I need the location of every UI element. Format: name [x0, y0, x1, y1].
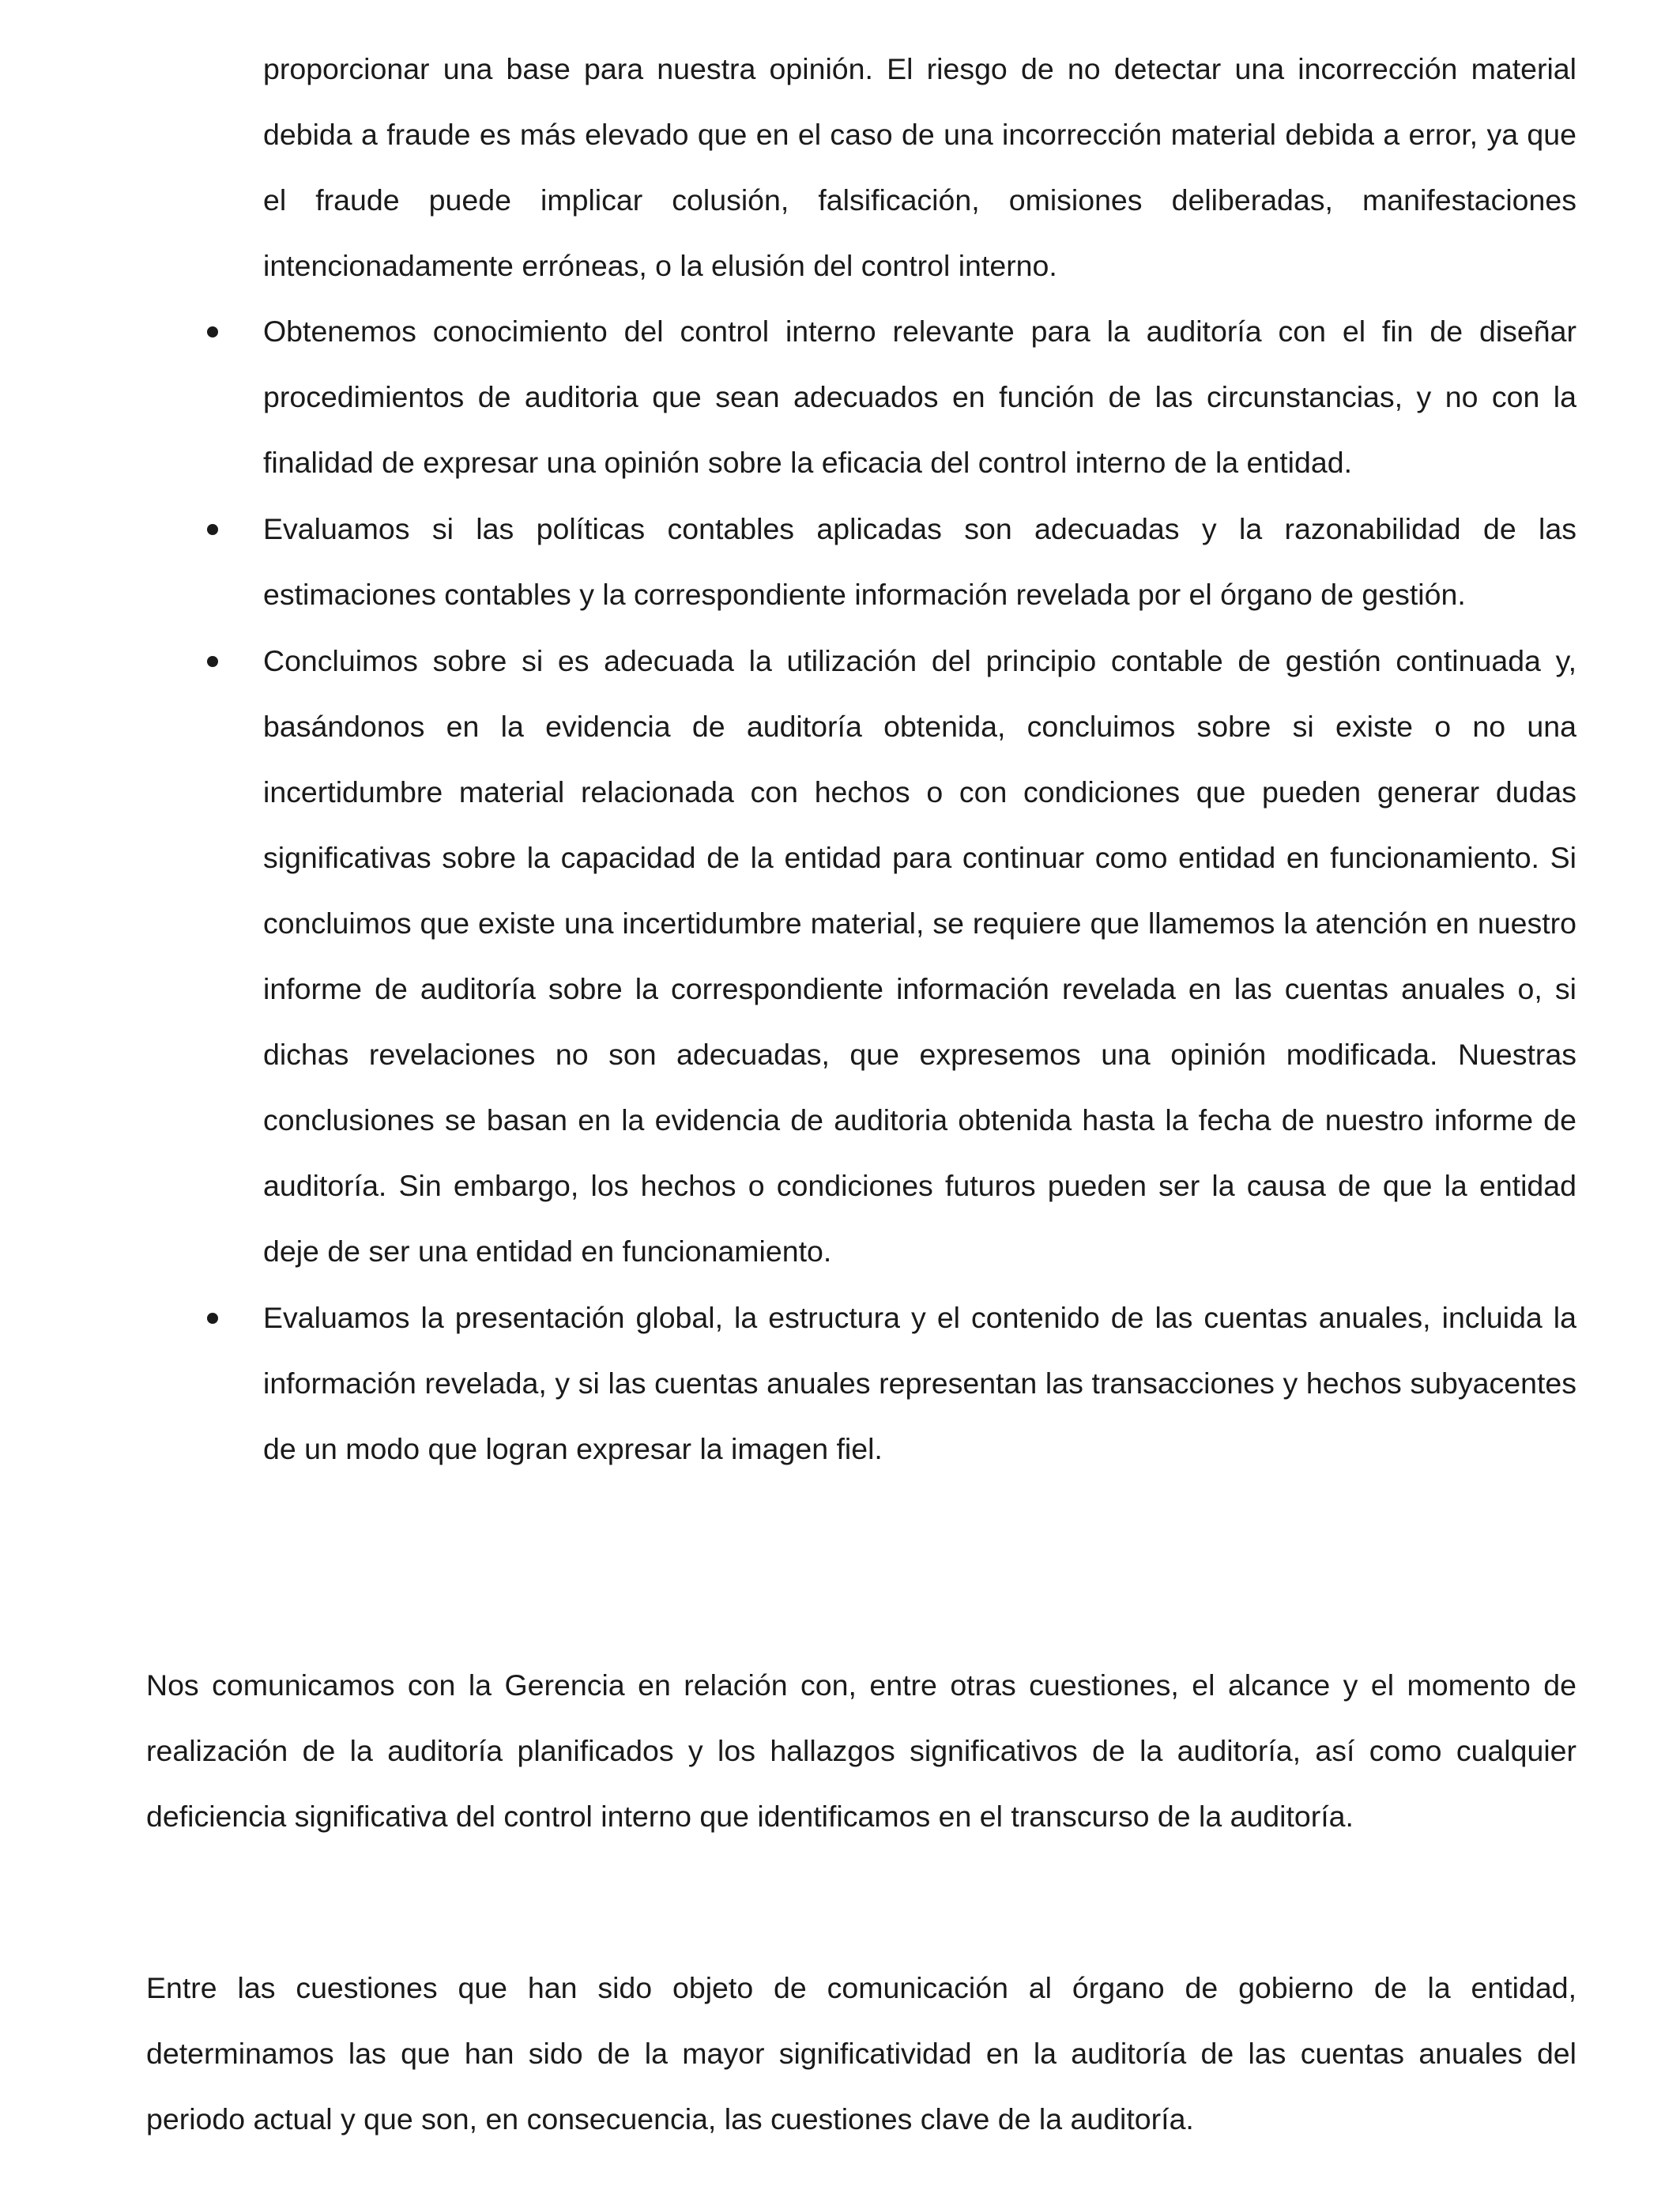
- bullet-dot-icon: [207, 524, 218, 535]
- bullet-dot-icon: [207, 656, 218, 667]
- continuation-paragraph: proporcionar una base para nuestra opinión. El riesgo de no detectar una incorrección material debida a fraude es más elevado que en el caso de una incorrección material debida a error, ya que el fraude puede implicar colusión, falsificación, omisiones deliberadas, manifestaciones intencionadamente erróneas, o la elusión del control interno.: [263, 52, 1576, 282]
- bullet-item-gestion-continuada: [0, 628, 1576, 1284]
- bullet-list: [0, 299, 1680, 1483]
- bullet-text: Obtenemos conocimiento del control interno relevante para la auditoría con el fin de diseñar procedimientos de auditoria que sean adecuados en función de las circunstancias, y no con la finalidad de expresar una opinión sobre la eficacia del control interno de la entidad.: [263, 315, 1576, 479]
- paragraph-cuestiones-clave: Entre las cuestiones que han sido objeto de comunicación al órgano de gobierno de la entidad, determinamos las que han sido de la mayor significatividad en la auditoría de las cuentas anuales del periodo actual y que son, en consecuencia, las cuestiones clave de la auditoría.: [146, 1971, 1576, 2136]
- bullet-dot-icon: [207, 1313, 218, 1324]
- bullet-text: Evaluamos si las políticas contables aplicadas son adecuadas y la razonabilidad de las estimaciones contables y la correspondiente información revelada por el órgano de gestión.: [263, 512, 1576, 611]
- bullet-dot-icon: [207, 326, 218, 337]
- bullet-item-politicas-contables: [0, 496, 1576, 628]
- bullet-text: Evaluamos la presentación global, la estructura y el contenido de las cuentas anuales, incluida la información revelada, y si las cuentas anuales representan las transacciones y hechos subyacentes de un modo que logran expresar la imagen fiel.: [263, 1301, 1576, 1465]
- paragraph-comunicacion-gerencia: Nos comunicamos con la Gerencia en relación con, entre otras cuestiones, el alcance y el momento de realización de la auditoría planificados y los hallazgos significativos de la auditoría, así como cualquier deficiencia significativa del control interno que identificamos en el transcurso de la auditoría.: [146, 1668, 1576, 1833]
- bullet-item-control-interno: [0, 299, 1576, 496]
- bullet-text: Concluimos sobre si es adecuada la utilización del principio contable de gestión continuada y, basándonos en la evidencia de auditoría obtenida, concluimos sobre si existe o no una incertidumbre material relacionada con hechos o con condiciones que pueden generar dudas significativas sobre la capacidad de la entidad para continuar como entidad en funcionamiento. Si concluimos que existe una incertidumbre material, se requiere que llamemos la atención en nuestro informe de auditoría sobre la correspondiente información revelada en las cuentas anuales o, si dichas revelaciones no son adecuadas, que expresemos una opinión modificada. Nuestras conclusiones se basan en la evidencia de auditoria obtenida hasta la fecha de nuestro informe de auditoría. Sin embargo, los hechos o condiciones futuros pueden ser la causa de que la entidad deje de ser una entidad en funcionamiento.: [263, 644, 1576, 1268]
- bullet-item-presentacion-global: [0, 1285, 1576, 1482]
